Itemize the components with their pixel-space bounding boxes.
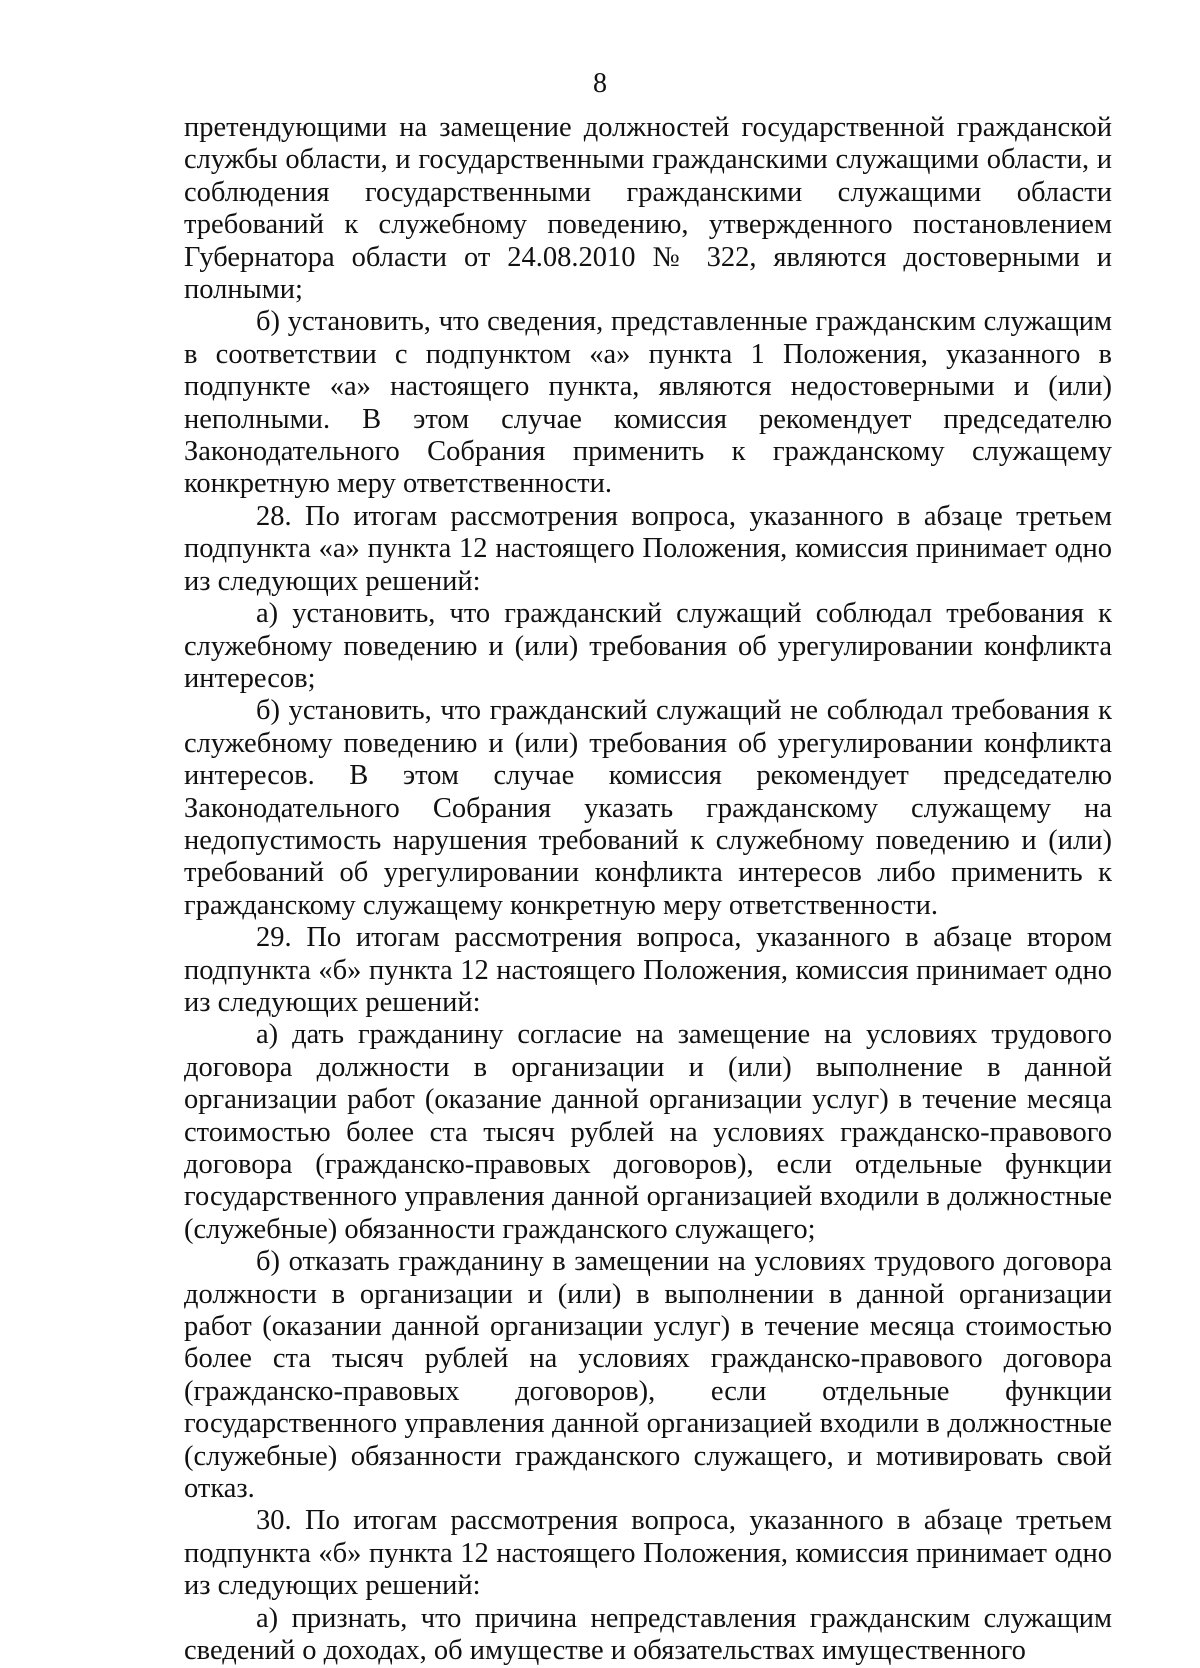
paragraph-item-28-b: б) установить, что гражданский служащий не соблюдал требования к служебному поведению и (или) требования об урегулировании конфликта интересов. В этом случае комиссия рекомендует председателю Законодательного Собрания указать гражданскому служащему на недопустимость нарушения требований к служебному поведению и (или) требований об урегулировании конфликта интересов либо применить к гражданскому служащему конкретную меру ответственности. — [184, 695, 1112, 921]
paragraph-item-30-a: а) признать, что причина непредставления гражданским служащим сведений о доходах, об имуществе и обязательствах имущественного — [184, 1602, 1112, 1667]
paragraph-item-30: 30. По итогам рассмотрения вопроса, указанного в абзаце третьем подпункта «б» пункта 12 настоящего Положения, комиссия принимает одно из следующих решений: — [184, 1505, 1112, 1602]
page-number: 8 — [593, 68, 607, 99]
paragraph-item-28-a: а) установить, что гражданский служащий соблюдал требования к служебному поведению и (или) требования об урегулировании конфликта интересов; — [184, 598, 1112, 694]
paragraph-item-29-b: б) отказать гражданину в замещении на условиях трудового договора должности в организации и (или) в выполнении в данной организации работ (оказании данной организации услуг) в течение месяца стоимостью более ста тысяч рублей на условиях гражданско-правового договора (гражданско-правовых договоров), если отдельные функции государственного управления данной организацией входили в должностные (служебные) обязанности гражданского служащего, и мотивировать свой отказ. — [184, 1246, 1112, 1505]
paragraph-item-29: 29. По итогам рассмотрения вопроса, указанного в абзаце втором подпункта «б» пункта 12 настоящего Положения, комиссия принимает одно из следующих решений: — [184, 922, 1112, 1018]
paragraph-item-28: 28. По итогам рассмотрения вопроса, указанного в абзаце третьем подпункта «а» пункта 12 настоящего Положения, комиссия принимает одно из следующих решений: — [184, 500, 1112, 597]
document-body — [184, 112, 1112, 1668]
paragraph-item-29-a: а) дать гражданину согласие на замещение на условиях трудового договора должности в организации и (или) выполнение в данной организации работ (оказание данной организации услуг) в течение месяца стоимостью более ста тысяч рублей на условиях гражданско-правового договора (гражданско-правовых договоров), если отдельные функции государственного управления данной организацией входили в должностные (служебные) обязанности гражданского служащего; — [184, 1019, 1112, 1245]
paragraph-subitem-b: б) установить, что сведения, представленные гражданским служащим в соответствии с подпунктом «а» пункта 1 Положения, указанного в подпункте «а» настоящего пункта, являются недостоверными и (или) неполными. В этом случае комиссия рекомендует председателю Законодательного Собрания применить к гражданскому служащему конкретную меру ответственности. — [184, 306, 1112, 500]
paragraph-continuation: претендующими на замещение должностей государственной гражданской службы области, и государственными гражданскими служащими области, и соблюдения государственными гражданскими служащими области требований к служебному поведению, утвержденного постановлением Губернатора области от 24.08.2010 № 322, являются достоверными и полными; — [184, 112, 1112, 306]
